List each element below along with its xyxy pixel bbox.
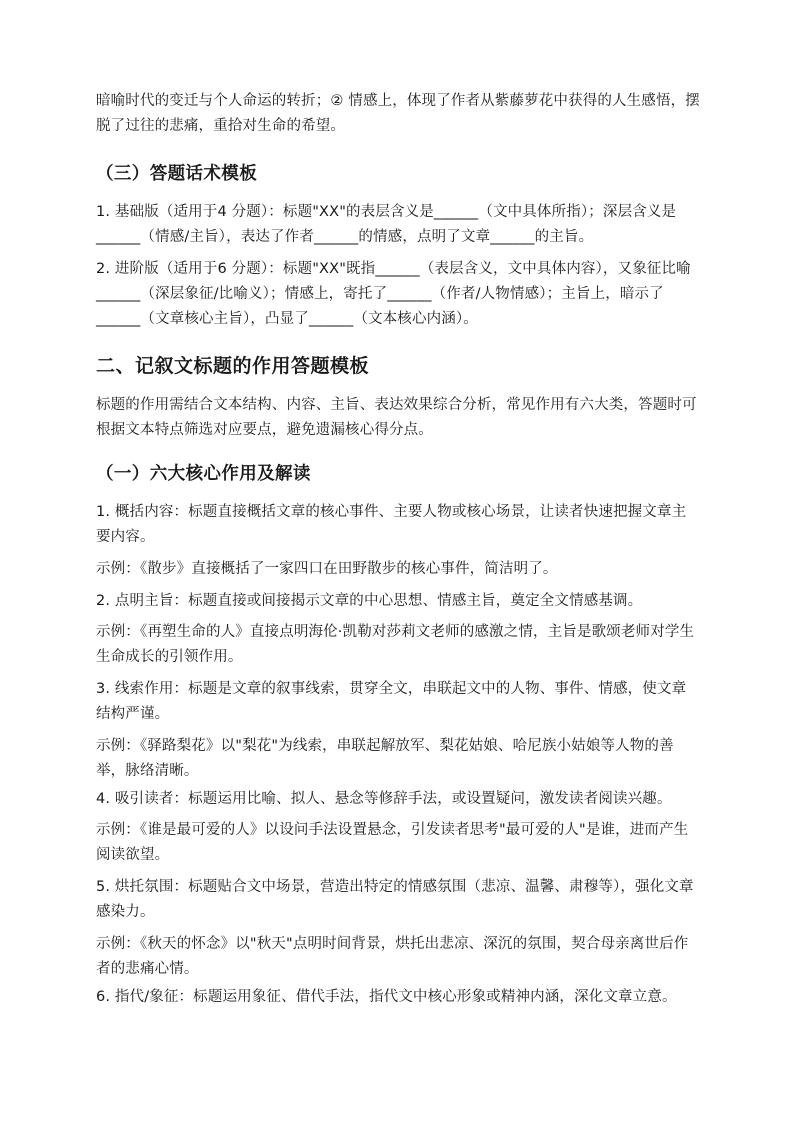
function-example-3: 示例：《驿路梨花》以"梨花"为线索，串联起解放军、梨花姑娘、哈尼族小姑娘等人物的善举，脉络清晰。	[96, 738, 674, 779]
advanced-template-paragraph: 2. 进阶版（适用于6 分题）：标题"XX"既指______（表层含义，文中具体内容），又象征比喻______（深层象征/比喻义）；情感上，寄托了______（作者/人物情感）；主旨上，暗示了______（文章核心主旨），凸显了______（文本核心内涵）。	[96, 261, 691, 327]
function-item-5: 5. 烘托氛围：标题贴合文中场景，营造出特定的情感氛围（悲凉、温馨、肃穆等），强化文章感染力。	[96, 879, 694, 920]
answer-template-heading: （三）答题话术模板	[96, 164, 258, 184]
function-item-4: 4. 吸引读者：标题运用比喻、拟人、悬念等修辞手法，或设置疑问，激发读者阅读兴趣。	[96, 791, 672, 807]
function-item-6: 6. 指代/象征：标题运用象征、借代手法，指代文中核心形象或精神内涵，深化文章立意。	[96, 989, 677, 1005]
function-item-1: 1. 概括内容：标题直接概括文章的核心事件、主要人物或核心场景，让读者快速把握文章主要内容。	[96, 504, 687, 545]
section-two-intro-paragraph: 标题的作用需结合文本结构、内容、主旨、表达效果综合分析，常见作用有六大类，答题时可根据文本特点筛选对应要点，避免遗漏核心得分点。	[96, 397, 697, 438]
function-example-1: 示例：《散步》直接概括了一家四口在田野散步的核心事件，简洁明了。	[96, 561, 558, 577]
function-item-2: 2. 点明主旨：标题直接或间接揭示文章的中心思想、情感主旨，奠定全文情感基调。	[96, 593, 643, 609]
function-example-5: 示例：《秋天的怀念》以"秋天"点明时间背景，烘托出悲凉、深沉的氛围，契合母亲离世后作者的悲痛心情。	[96, 936, 689, 977]
function-example-2: 示例：《再塑生命的人》直接点明海伦·凯勒对莎莉文老师的感激之情，主旨是歌颂老师对学生生命成长的引领作用。	[96, 624, 695, 665]
function-example-4: 示例：《谁是最可爱的人》以设问手法设置悬念，引发读者思考"最可爱的人"是谁，进而产生阅读欲望。	[96, 822, 689, 863]
basic-template-paragraph: 1. 基础版（适用于4 分题）：标题"XX"的表层含义是______（文中具体所指）；深层含义是______（情感/主旨），表达了作者______的情感，点明了文章______的主旨。	[96, 204, 677, 245]
six-functions-heading: （一）六大核心作用及解读	[96, 464, 311, 484]
section-two-heading: 二、记叙文标题的作用答题模板	[96, 355, 370, 377]
intro-paragraph: 暗喻时代的变迁与个人命运的转折；② 情感上，体现了作者从紫藤萝花中获得的人生感悟，摆脱了过往的悲痛，重拾对生命的希望。	[96, 93, 700, 134]
function-item-3: 3. 线索作用：标题是文章的叙事线索，贯穿全文，串联起文中的人物、事件、情感，使文章结构严谨。	[96, 681, 687, 722]
